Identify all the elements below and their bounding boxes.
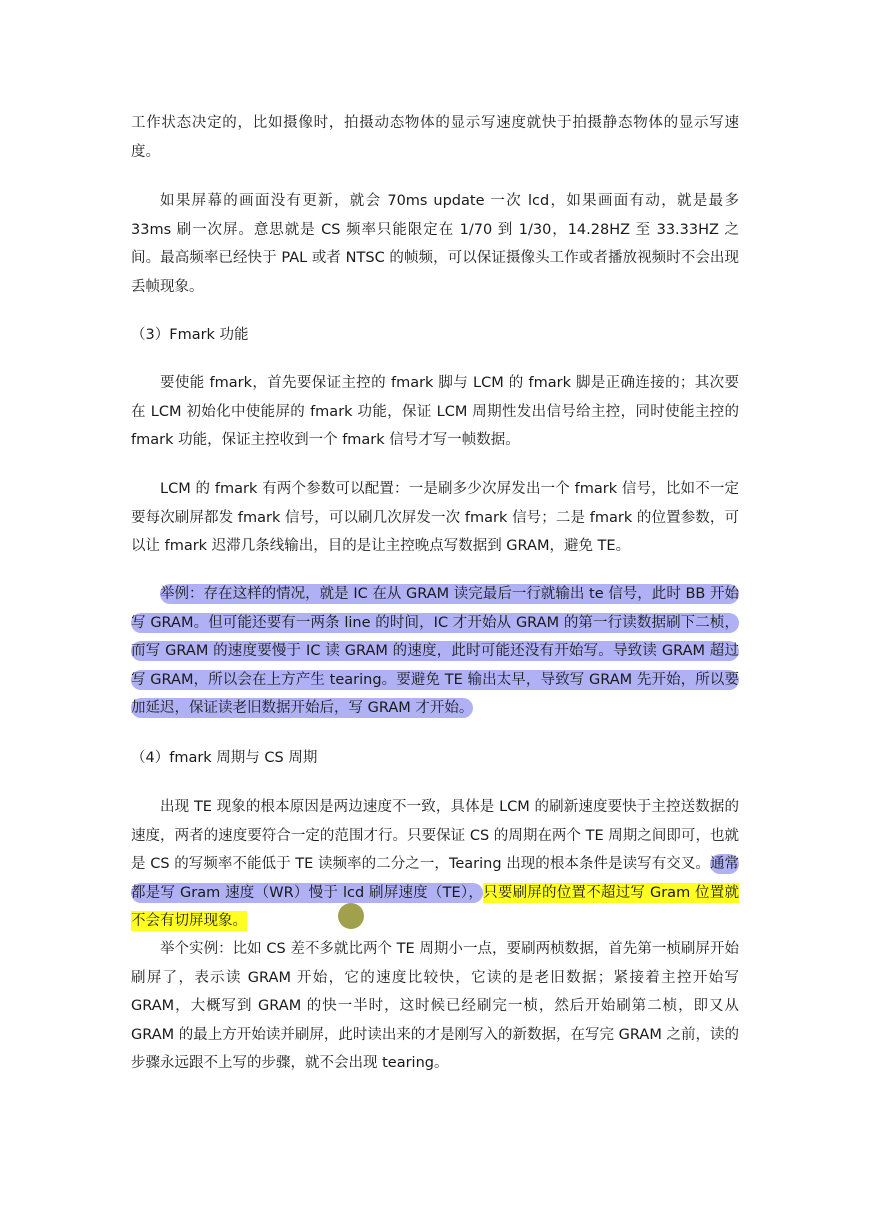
annotation-blob — [338, 903, 364, 929]
section-heading-3: （3）Fmark 功能 — [131, 327, 249, 343]
paragraph-7: 举个实例：比如 CS 差不多就比两个 TE 周期小一点，要刷两桢数据，首先第一桢刷屏开始刷屏了，表示读 GRAM 开始，它的速度比较快，它读的是老旧数据；紧接着主控开始写 GRAM，大概写到 GRAM 的快一半时，这时候已经刷完一桢，然后开始刷第二桢，即又从 GRAM 的最上方开始读并刷屏，此时读出来的才是刚写入的新数据，在写完 GRAM 之前，读的步骤永远跟不上写的步骤，就不会出现 tearing。 — [131, 941, 739, 1071]
yellow-highlight: 只要刷屏的位置不超过写 Gram 位置就不会有切屏现象。 — [131, 884, 739, 929]
paragraph-4: LCM 的 fmark 有两个参数可以配置：一是刷多少次屏发出一个 fmark 信号，比如不一定要每次刷屏都发 fmark 信号，可以刷几次屏发一次 fmark 信号；二是 fmark 的位置参数，可以让 fmark 迟滞几条线输出，目的是让主控晚点写数据到 GRAM，避免 TE。 — [131, 481, 739, 554]
paragraph-5-example — [131, 580, 739, 723]
paragraph-1: 工作状态决定的，比如摄像时，拍摄动态物体的显示写速度就快于拍摄静态物体的显示写速度。 — [131, 115, 739, 160]
paragraph-3: 要使能 fmark，首先要保证主控的 fmark 脚与 LCM 的 fmark 脚是正确连接的；其次要在 LCM 初始化中使能屏的 fmark 功能，保证 LCM 周期性发出信号给主控，同时使能主控的 fmark 功能，保证主控收到一个 fmark 信号才写一帧数据。 — [131, 375, 739, 448]
paragraph-6-text: 出现 TE 现象的根本原因是两边速度不一致，具体是 LCM 的刷新速度要快于主控送数据的速度，两者的速度要符合一定的范围才行。只要保证 CS 的周期在两个 TE 周期之间即可，也就是 CS 的写频率不能低于 TE 读频率的二分之一，Tearing 出现的根本条件是读写有交叉。 — [131, 799, 739, 872]
section-heading-4: （4）fmark 周期与 CS 周期 — [131, 750, 318, 766]
paragraph-6 — [131, 793, 739, 936]
paragraph-2: 如果屏幕的画面没有更新，就会 70ms update 一次 lcd，如果画面有动，就是最多 33ms 刷一次屏。意思就是 CS 频率只能限定在 1/70 到 1/30，14.28HZ 至 33.33HZ 之间。最高频率已经快于 PAL 或者 NTSC 的帧频，可以保证摄像头工作或者播放视频时不会出现丢帧现象。 — [131, 193, 739, 295]
purple-highlight: 举例：存在这样的情况，就是 IC 在从 GRAM 读完最后一行就输出 te 信号，此时 BB 开始写 GRAM。但可能还要有一两条 line 的时间，IC 才开始从 GRAM 的第一行读数据刷下二桢，而写 GRAM 的速度要慢于 IC 读 GRAM 的速度，此时可能还没有开始写。导致读 GRAM 超过写 GRAM，所以会在上方产生 tearing。要避免 TE 输出太早，导致写 GRAM 先开始，所以要加延迟，保证读老旧数据开始后，写 GRAM 才开始。 — [131, 586, 739, 716]
purple-highlight-inline: 通常都是写 Gram 速度（WR）慢于 lcd 刷屏速度（TE）， — [131, 856, 739, 901]
